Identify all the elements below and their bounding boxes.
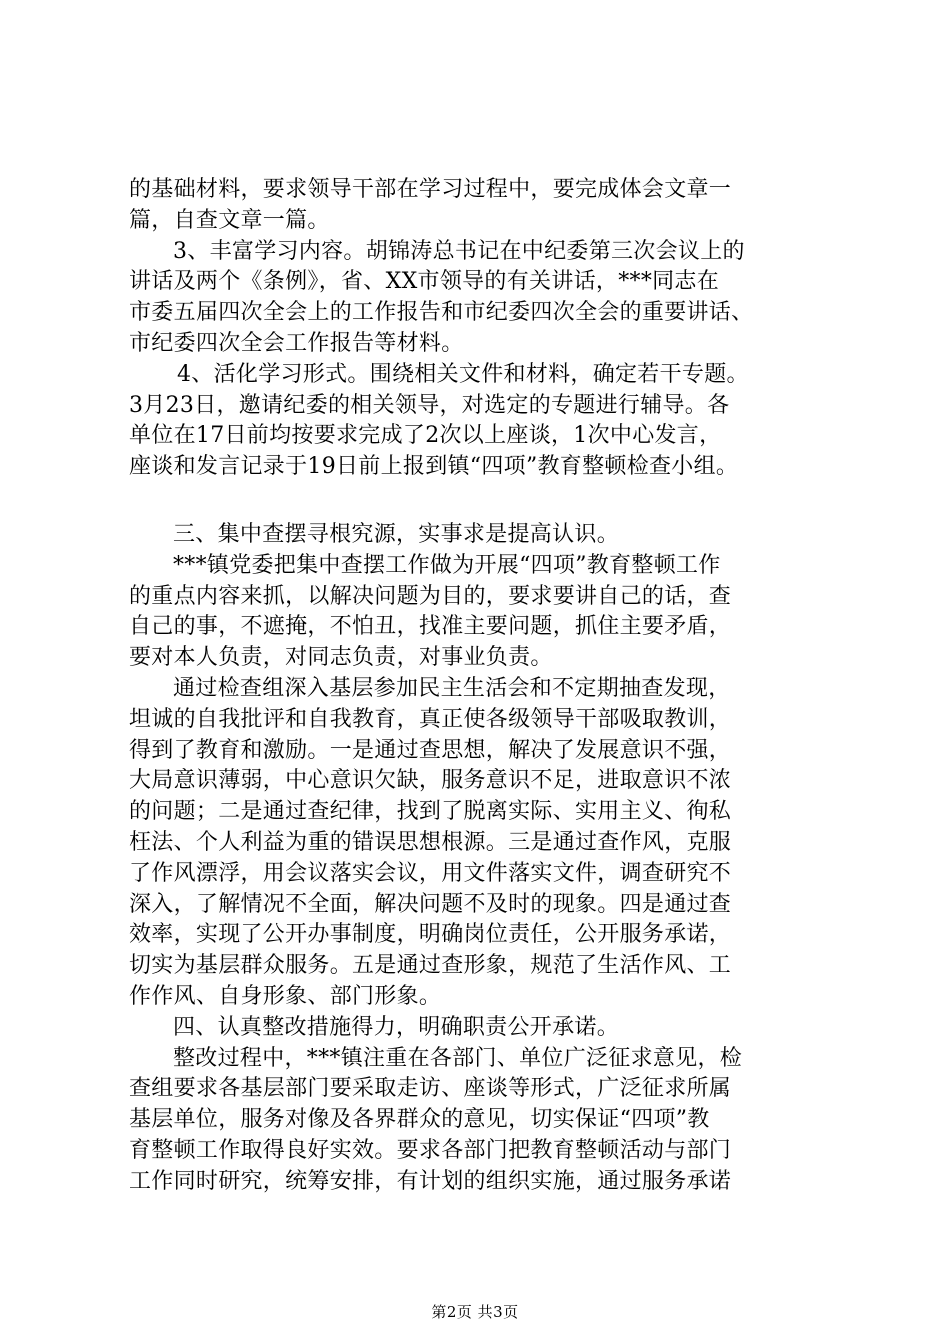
text-line: 查组要求各基层部门要采取走访、座谈等形式，广泛征求所属	[129, 1076, 732, 1102]
page-number-footer: 第2页 共3页	[431, 1303, 519, 1321]
text-line: 市纪委四次全会工作报告等材料。	[129, 330, 464, 356]
text-line: 整改过程中，***镇注重在各部门、单位广泛征求意见，检	[173, 1045, 743, 1071]
section-heading: 三、集中查摆寻根究源，实事求是提高认识。	[173, 521, 620, 547]
text-line: 3月23日，邀请纪委的相关领导，对选定的专题进行辅导。各	[129, 392, 730, 418]
text-line: 讲话及两个《条例》，省、XX市领导的有关讲话，***同志在	[129, 269, 720, 295]
text-line: 坦诚的自我批评和自我教育，真正使各级领导干部吸取教训，	[129, 706, 732, 732]
text-line: 市委五届四次全会上的工作报告和市纪委四次全会的重要讲话、	[129, 300, 754, 326]
text-line: 效率，实现了公开办事制度，明确岗位责任，公开服务承诺，	[129, 922, 732, 948]
text-line: 要对本人负责，对同志负责，对事业负责。	[129, 645, 553, 671]
text-line: 4、活化学习形式。围绕相关文件和材料，确定若干专题。	[177, 361, 749, 387]
text-line: 了作风漂浮，用会议落实会议，用文件落实文件，调查研究不	[129, 860, 732, 886]
text-line: 通过检查组深入基层参加民主生活会和不定期抽查发现，	[173, 675, 731, 701]
text-line: 单位在17日前均按要求完成了2次以上座谈，1次中心发言，	[129, 423, 722, 449]
text-line: 3、丰富学习内容。胡锦涛总书记在中纪委第三次会议上的	[173, 238, 745, 264]
text-line: 的问题；二是通过查纪律，找到了脱离实际、实用主义、徇私	[129, 799, 732, 825]
text-line: 大局意识薄弱，中心意识欠缺，服务意识不足，进取意识不浓	[129, 768, 732, 794]
text-line: 作作风、自身形象、部门形象。	[129, 983, 442, 1009]
text-line: 座谈和发言记录于19日前上报到镇“四项”教育整顿检查小组。	[129, 454, 739, 480]
body-text	[129, 175, 841, 1198]
text-line: 切实为基层群众服务。五是通过查形象，规范了生活作风、工	[129, 953, 732, 979]
text-line: 深入，了解情况不全面，解决问题不及时的现象。四是通过查	[129, 891, 732, 917]
text-line: 的重点内容来抓，以解决问题为目的，要求要讲自己的话，查	[129, 583, 732, 609]
text-line: 工作同时研究，统筹安排，有计划的组织实施，通过服务承诺	[129, 1168, 732, 1194]
text-line: 自己的事，不遮掩，不怕丑，找准主要问题，抓住主要矛盾，	[129, 614, 732, 640]
text-line: 篇，自查文章一篇。	[129, 207, 330, 233]
paragraph-gap	[129, 483, 841, 520]
text-line: 基层单位，服务对像及各界群众的意见，切实保证“四项”教	[129, 1107, 710, 1133]
text-line: 育整顿工作取得良好实效。要求各部门把教育整顿活动与部门	[129, 1137, 732, 1163]
text-line: 得到了教育和激励。一是通过查思想，解决了发展意识不强，	[129, 737, 732, 763]
text-line: 枉法、个人利益为重的错误思想根源。三是通过查作风，克服	[129, 829, 732, 855]
section-heading: 四、认真整改措施得力，明确职责公开承诺。	[173, 1014, 620, 1040]
text-line: 的基础材料，要求领导干部在学习过程中，要完成体会文章一	[129, 177, 732, 202]
text-line: ***镇党委把集中查摆工作做为开展“四项”教育整顿工作	[173, 552, 721, 578]
